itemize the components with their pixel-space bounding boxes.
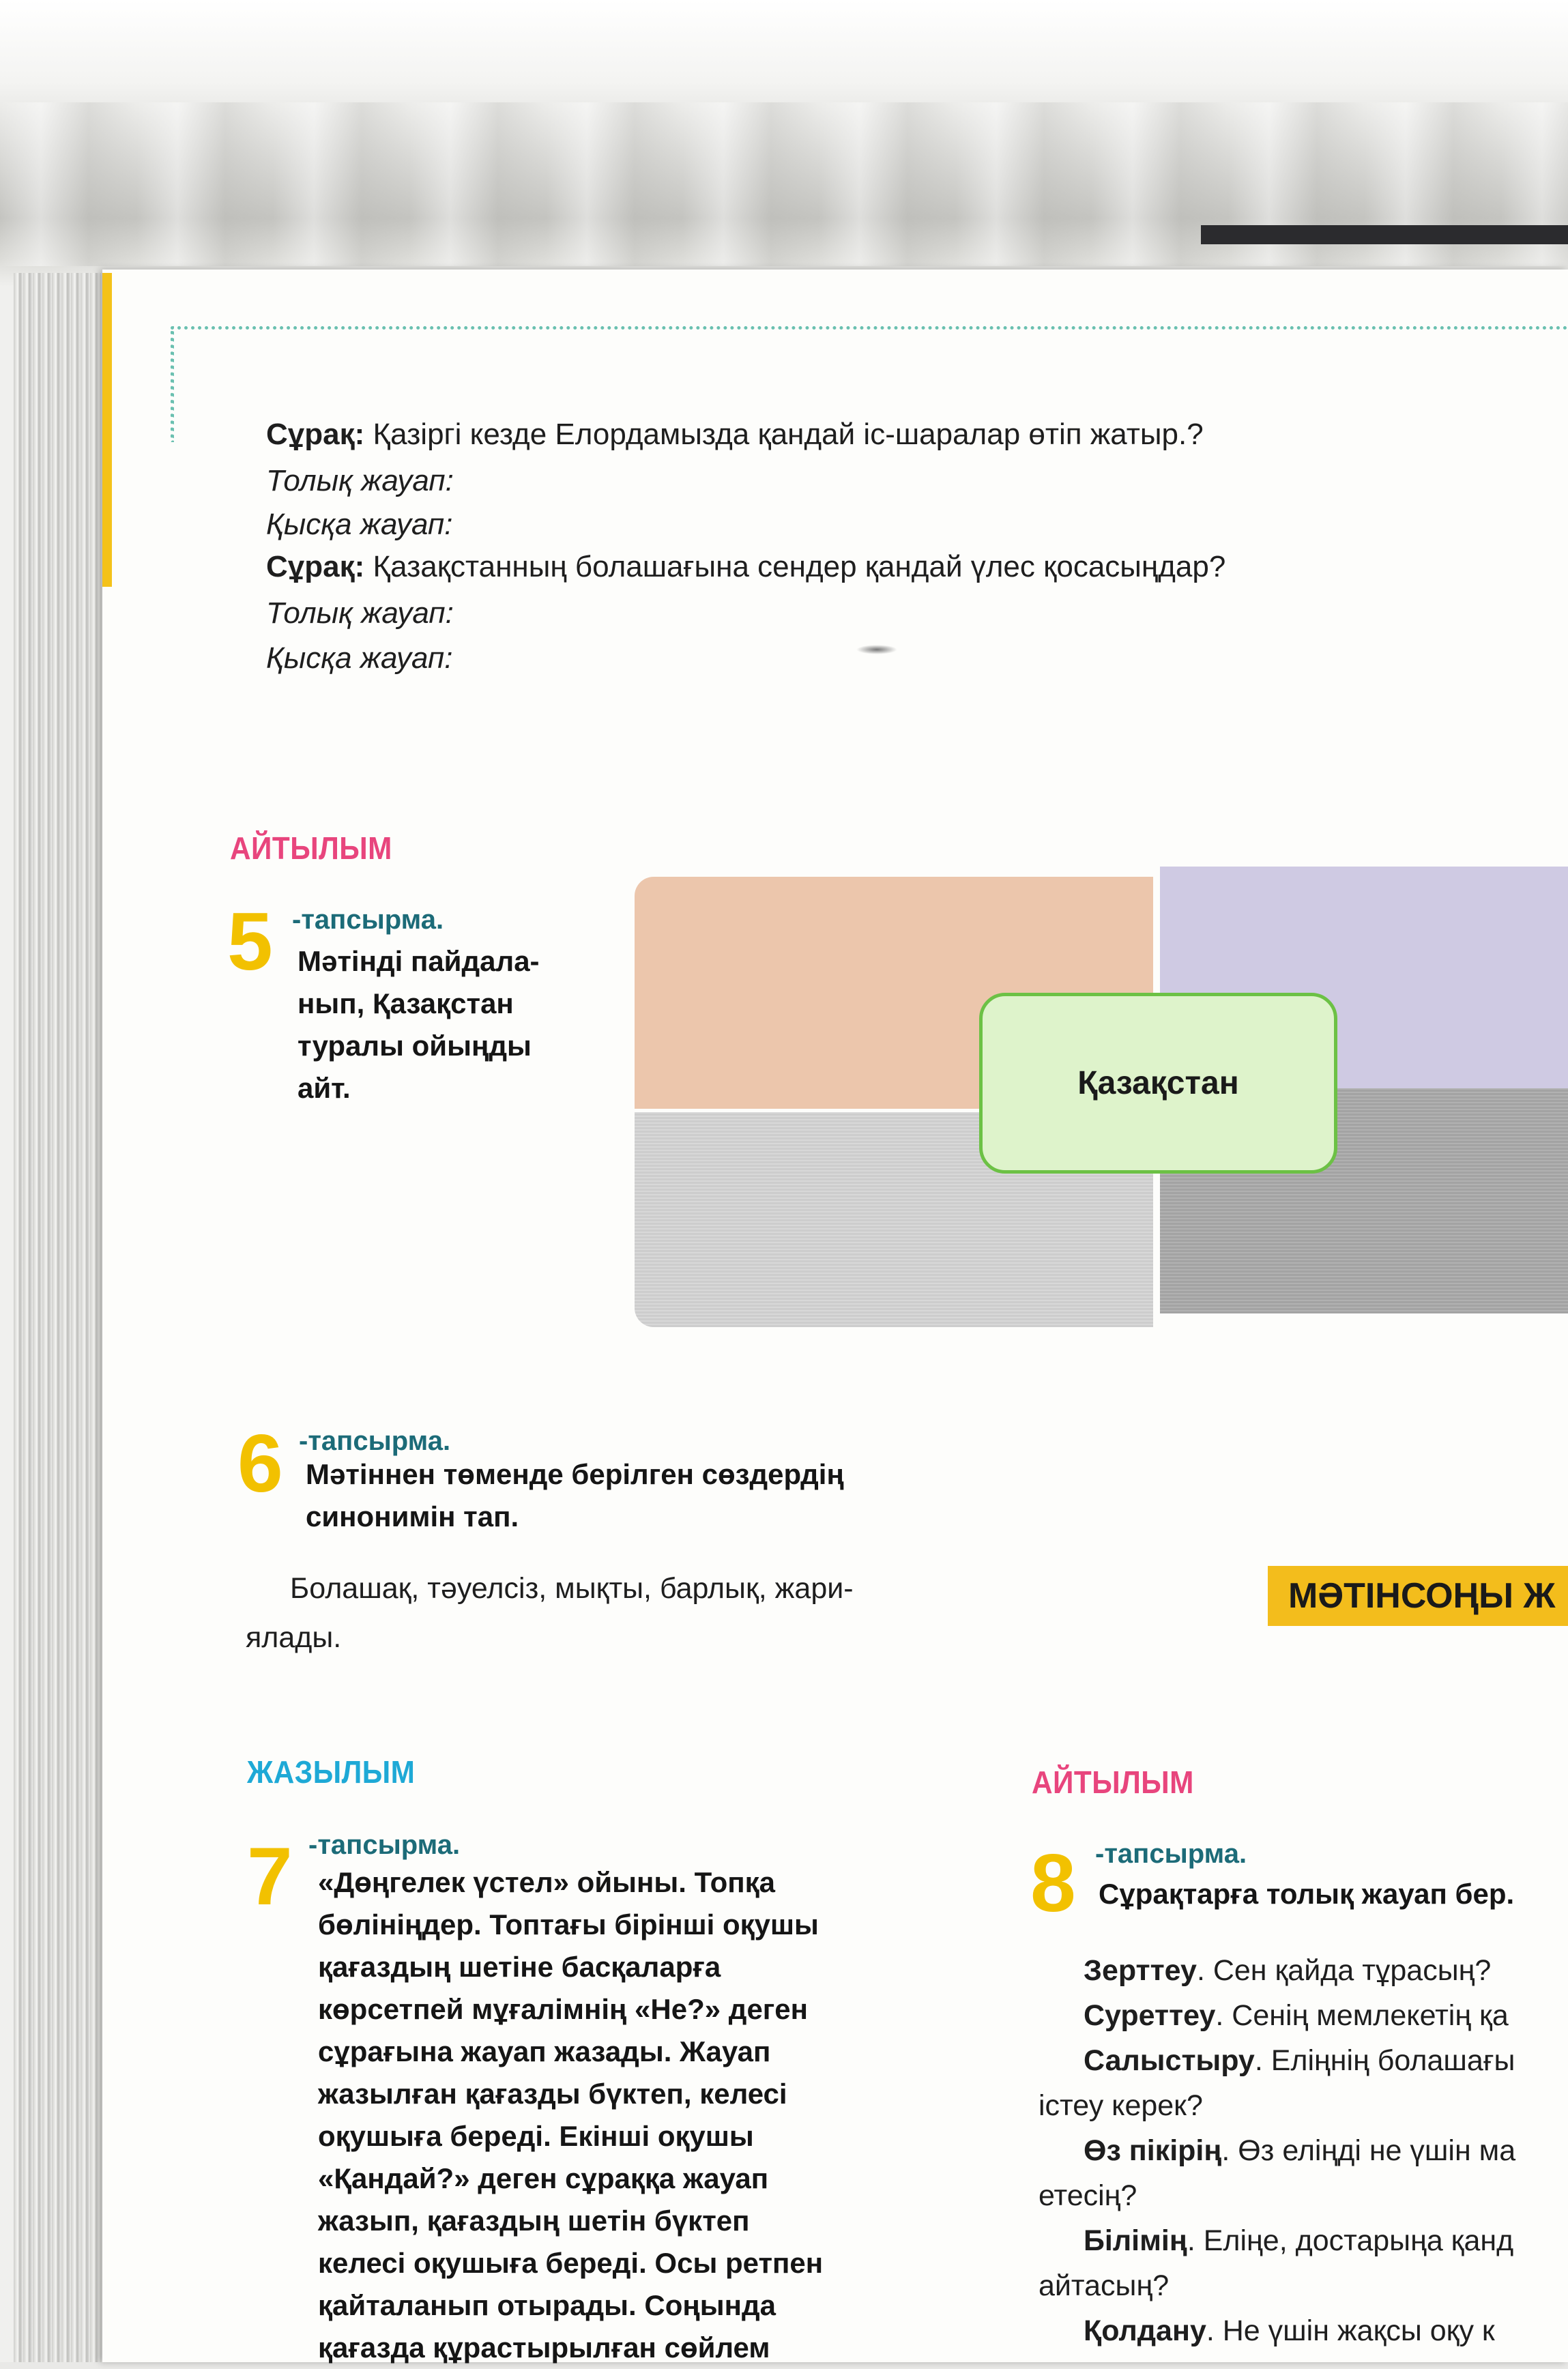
task-line: оқушыға береді. Екінші оқушы xyxy=(318,2120,754,2152)
question-term: Өз пікірің xyxy=(1084,2134,1222,2167)
task-line: «Дөңгелек үстел» ойыны. Топқа xyxy=(318,1866,776,1898)
question-item xyxy=(1039,2128,1568,2173)
task8-question-list xyxy=(1039,1948,1568,2353)
task-line: бөлініңдер. Топтағы бірінші оқушы xyxy=(318,1908,819,1941)
task-line: сұрағына жауап жазады. Жауап xyxy=(318,2035,771,2067)
task6-text xyxy=(306,1453,844,1538)
book-page-edges xyxy=(14,273,116,2362)
question-text: . Еліңе, достарыңа қанд xyxy=(1187,2224,1514,2257)
question-term: Зерттеу xyxy=(1084,1954,1197,1987)
task-line: қайталанып отырады. Соңында xyxy=(318,2289,776,2321)
question-text: . Сен қайда тұрасың? xyxy=(1196,1954,1492,1987)
short-answer-1 xyxy=(266,508,452,542)
question-text: айтасың? xyxy=(1039,2269,1170,2302)
binder-edge xyxy=(1201,225,1568,244)
task-number-7: 7 xyxy=(247,1831,293,1922)
task-line: айт. xyxy=(297,1072,351,1104)
task-line: Мәтінді пайдала- xyxy=(297,945,540,977)
section-title-writing: ЖАЗЫЛЫМ xyxy=(247,1754,416,1790)
question-item xyxy=(1039,1993,1568,2038)
task-label: -тапсырма. xyxy=(292,905,444,935)
post-text-banner: МӘТІНСОҢЫ Ж xyxy=(1268,1566,1568,1626)
task-line: көрсетпей мұғалімнің «Не?» деген xyxy=(318,1993,809,2025)
full-answer-2 xyxy=(266,596,454,630)
task-line: Мәтіннен төменде берілген сөздердің xyxy=(306,1458,844,1490)
dotted-frame-left xyxy=(171,326,174,442)
task-line: жазылған қағазды бүктеп, келесі xyxy=(318,2078,787,2110)
task-line: келесі оқушыға береді. Осы ретпен xyxy=(318,2247,824,2279)
task-label: -тапсырма. xyxy=(299,1426,451,1456)
question-label: Сұрақ: xyxy=(266,418,365,451)
question-item xyxy=(1039,2263,1568,2308)
dotted-frame-top xyxy=(171,326,1568,330)
question-term: Қолдану xyxy=(1084,2314,1206,2347)
short-answer-label: Қысқа жауап: xyxy=(266,508,453,541)
short-answer-label: Қысқа жауап: xyxy=(266,641,453,675)
question-1 xyxy=(266,418,1204,452)
section-title-speaking-2: АЙТЫЛЫМ xyxy=(1032,1764,1194,1800)
question-term: Білімің xyxy=(1084,2224,1187,2257)
task-label: -тапсырма. xyxy=(1095,1839,1247,1869)
question-item xyxy=(1039,2218,1568,2263)
question-text: . Өз еліңді не үшін ма xyxy=(1221,2134,1516,2167)
question-item xyxy=(1039,1948,1568,1993)
question-label: Сұрақ: xyxy=(266,550,365,583)
question-item xyxy=(1039,2083,1568,2128)
question-item xyxy=(1039,2173,1568,2218)
task-line: қағаздың шетіне басқаларға xyxy=(318,1951,721,1983)
question-text: . Сенің мемлекетің қа xyxy=(1215,1999,1509,2032)
task5-text xyxy=(297,940,540,1109)
diagram-center-label: Қазақстан xyxy=(979,993,1337,1174)
question-term: Суреттеу xyxy=(1084,1999,1216,2032)
full-answer-label: Толық жауап: xyxy=(266,464,454,497)
question-text: Қазіргі кезде Елордамызда қандай іс-шаралар өтіп жатыр.? xyxy=(364,418,1204,451)
task-number-6: 6 xyxy=(237,1418,283,1509)
question-text: . Еліңнің болашағы xyxy=(1254,2044,1515,2077)
task-line: қағазда құрастырылған сөйлем xyxy=(318,2331,770,2364)
task6-words-line-1: Болашақ, тәуелсіз, мықты, барлық, жари- xyxy=(290,1572,854,1605)
task-number-5: 5 xyxy=(227,896,273,987)
question-item xyxy=(1039,2308,1568,2353)
question-text: етесің? xyxy=(1039,2179,1137,2212)
task-line: жазып, қағаздың шетін бүктеп xyxy=(318,2205,750,2237)
task6-words-line-2: ялады. xyxy=(246,1621,342,1654)
task8-instruction: Сұрақтарға толық жауап бер. xyxy=(1099,1878,1515,1910)
task-line: синонимін тап. xyxy=(306,1500,519,1532)
full-answer-label: Толық жауап: xyxy=(266,596,454,630)
task-line: «Қандай?» деген сұраққа жауап xyxy=(318,2162,769,2194)
question-item xyxy=(1039,2038,1568,2083)
question-2 xyxy=(266,550,1225,584)
question-text: Қазақстанның болашағына сендер қандай үлес қосасыңдар? xyxy=(364,550,1226,583)
task-line: туралы ойыңды xyxy=(297,1030,532,1062)
question-text: істеу керек? xyxy=(1039,2089,1203,2122)
task7-text xyxy=(318,1861,823,2369)
full-answer-1 xyxy=(266,464,454,498)
short-answer-2 xyxy=(266,641,452,675)
page-edge-strip xyxy=(102,273,112,587)
question-text: . Не үшін жақсы оқу к xyxy=(1206,2314,1495,2347)
task-line: нып, Қазақстан xyxy=(297,987,514,1019)
task-label: -тапсырма. xyxy=(308,1830,461,1860)
section-title-speaking: АЙТЫЛЫМ xyxy=(230,830,392,866)
scan-speck xyxy=(856,645,897,654)
task-number-8: 8 xyxy=(1030,1837,1076,1929)
question-term: Салыстыру xyxy=(1084,2044,1255,2077)
